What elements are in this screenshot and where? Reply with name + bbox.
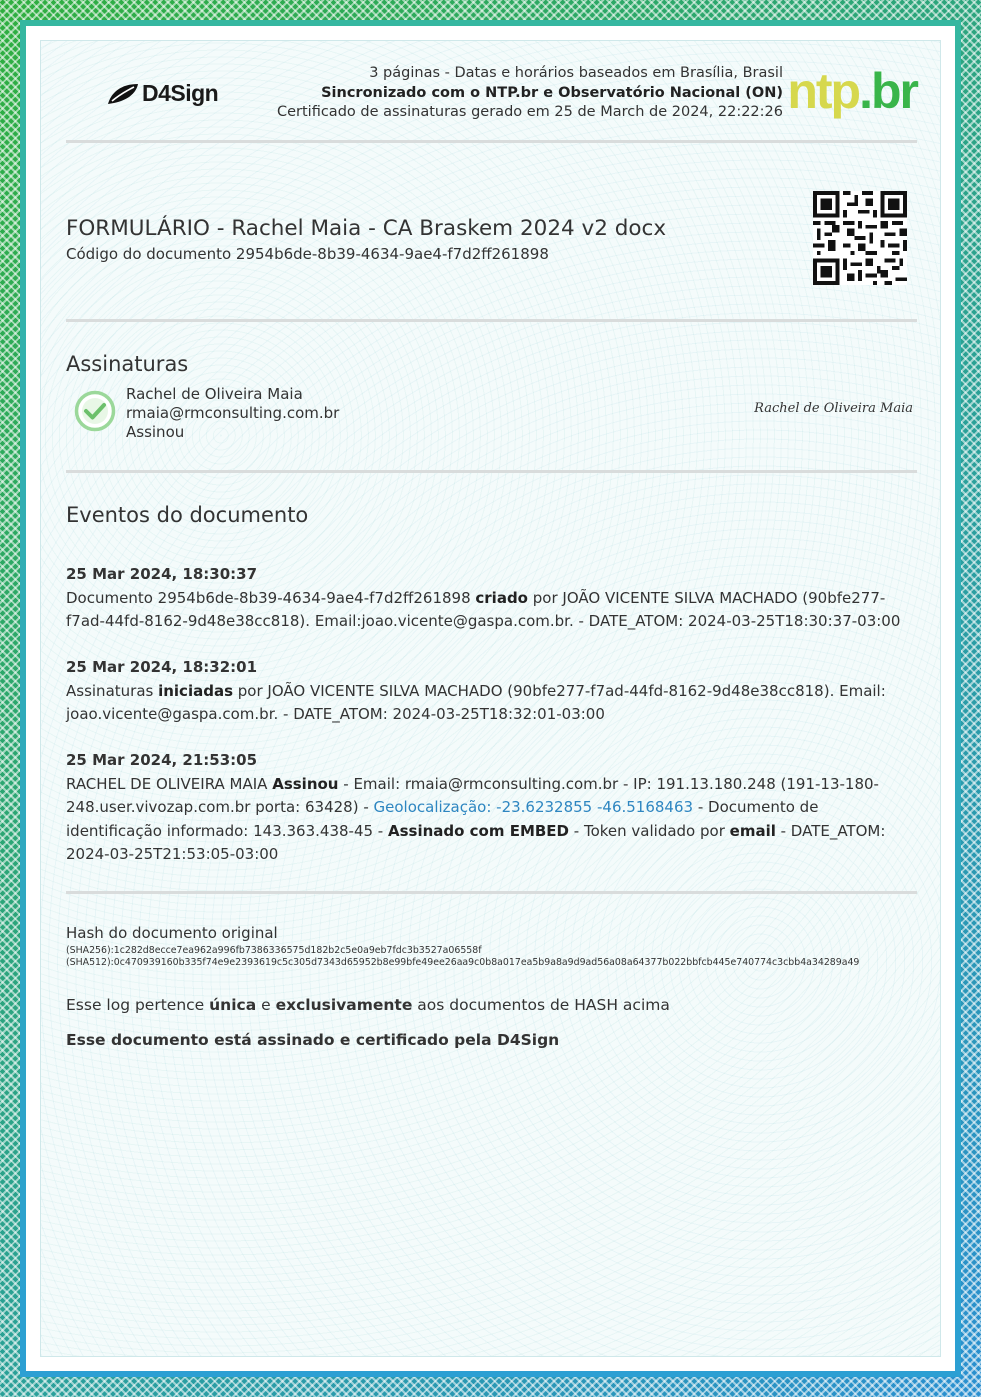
events-title: Eventos do documento <box>66 503 309 527</box>
event-timestamp: 25 Mar 2024, 18:30:37 <box>66 565 258 583</box>
event-item <box>66 563 917 634</box>
event-timestamp: 25 Mar 2024, 18:32:01 <box>66 658 258 676</box>
signer-info <box>126 385 339 442</box>
events-section <box>66 473 917 891</box>
document-section <box>66 143 917 319</box>
event-timestamp: 25 Mar 2024, 21:53:05 <box>66 751 258 769</box>
qr-code-icon <box>813 191 907 285</box>
signatures-title: Assinaturas <box>66 352 189 376</box>
geolocation-link[interactable]: Geolocalização: -23.6232855 -46.5168463 <box>373 798 694 816</box>
signer-status: Assinou <box>126 423 185 441</box>
event-item <box>66 656 917 727</box>
document-title: FORMULÁRIO - Rachel Maia - CA Braskem 2024 v2 docx <box>66 216 667 241</box>
certificate-header <box>66 60 917 140</box>
d4sign-logo <box>106 80 218 107</box>
header-pages-line: 3 páginas - Datas e horários baseados em Brasília, Brasil <box>369 65 783 81</box>
event-description: RACHEL DE OLIVEIRA MAIA Assinou - Email: rmaia@rmconsulting.com.br - IP: 191.13.180.248 (191-13-180-248.user.vivozap.com.br porta: 63428) - Geolocalização: -23.6232855 -46.5168463 - Documento de identificação informado: 143.363.438-45 - Assinado com EMBED - Token validado por email - DATE_ATOM: 2024-03-25T21:53:05-03:00 <box>66 774 886 863</box>
d4sign-leaf-icon <box>106 82 140 106</box>
sha256-hash: (SHA256):1c282d8ecce7ea962a996fb7386336575d182b2c5e0a9eb7fdc3b3527a06558f <box>66 945 482 956</box>
signatures-section <box>66 322 917 470</box>
header-generated-line: Certificado de assinaturas gerado em 25 de March de 2024, 22:22:26 <box>276 104 783 120</box>
event-item <box>66 749 917 867</box>
signer-name: Rachel de Oliveira Maia <box>126 385 303 403</box>
document-code: Código do documento 2954b6de-8b39-4634-9ae4-f7d2ff261898 <box>66 245 549 263</box>
ntp-br-logo: ntp.br <box>787 63 917 119</box>
signer-email: rmaia@rmconsulting.com.br <box>126 404 340 422</box>
certificate-content <box>66 60 917 1084</box>
handwritten-signature: Rachel de Oliveira Maia <box>754 401 913 416</box>
sha512-hash: (SHA512):0c470939160b335f74e9e2393619c5c305d7343d65952b8e99bfe49ee26aa9c0b8a017ea5b9a8a9d9ad56a08a64377b022bbfcb445e740774c3cbb4a34289a49 <box>66 957 860 968</box>
event-description: Assinaturas iniciadas por JOÃO VICENTE SILVA MACHADO (90bfe277-f7ad-44fd-8162-9d48e38cc818). Email: joao.vicente@gaspa.com.br. - DATE_ATOM: 2024-03-25T18:32:01-03:00 <box>66 681 886 723</box>
d4sign-logo-text: D4Sign <box>142 80 219 106</box>
certification-statement: Esse documento está assinado e certificado pela D4Sign <box>66 1031 560 1049</box>
hash-section <box>66 894 917 1084</box>
hash-title: Hash do documento original <box>66 924 278 942</box>
signed-check-icon <box>74 390 116 432</box>
header-info <box>277 64 783 123</box>
event-description: Documento 2954b6de-8b39-4634-9ae4-f7d2ff261898 criado por JOÃO VICENTE SILVA MACHADO (90bfe277-f7ad-44fd-8162-9d48e38cc818). Email:joao.vicente@gaspa.com.br. - DATE_ATOM: 2024-03-25T18:30:37-03:00 <box>66 588 901 630</box>
log-statement: Esse log pertence única e exclusivamente aos documentos de HASH acima <box>66 996 670 1014</box>
header-sync-line: Sincronizado com o NTP.br e Observatório Nacional (ON) <box>321 84 783 101</box>
